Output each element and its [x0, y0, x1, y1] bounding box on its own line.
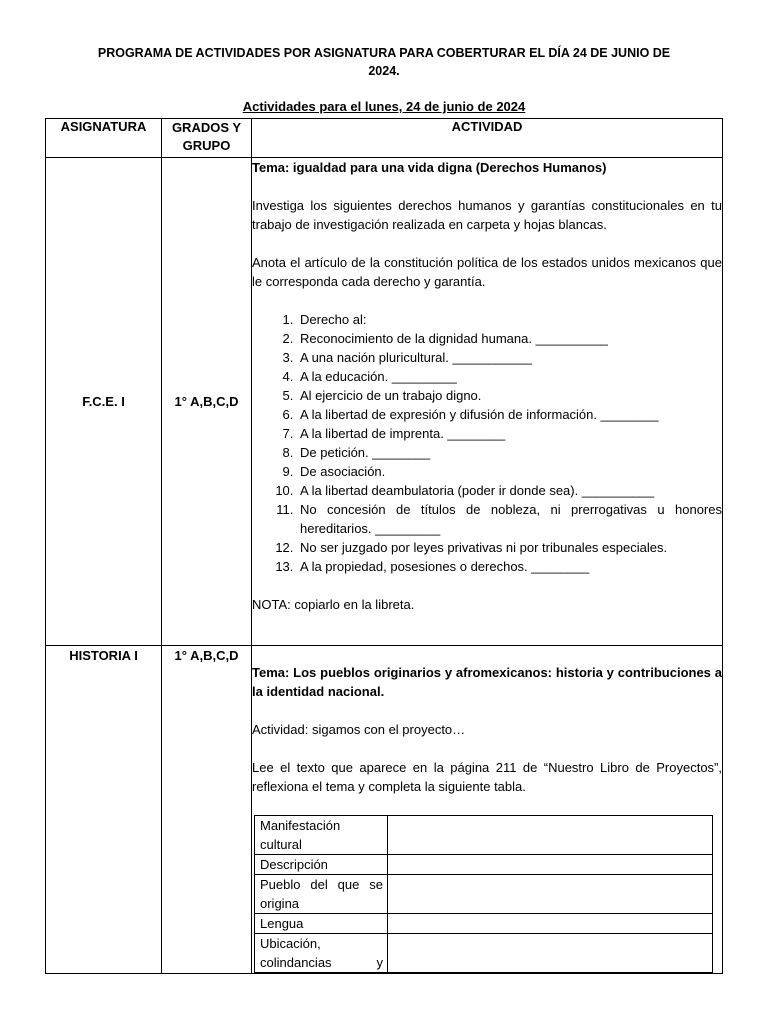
table-header-row: [46, 119, 723, 158]
activity-fce: [252, 158, 723, 646]
subject-historia: HISTORIA I: [46, 646, 162, 974]
subject-fce: F.C.E. I: [46, 158, 162, 646]
header-asignatura: ASIGNATURA: [46, 119, 162, 158]
tema-fce: Tema: igualdad para una vida digna (Derechos Humanos): [252, 160, 607, 175]
culture-table: [254, 815, 713, 973]
grade-historia: 1° A,B,C,D: [162, 646, 252, 974]
activities-table: [45, 118, 723, 974]
list-item: 1. Derecho al:: [297, 310, 722, 329]
table-row: [255, 934, 713, 973]
row-label: Descripción: [255, 855, 388, 875]
list-item: 12. No ser juzgado por leyes privativas ni por tribunales especiales.: [297, 538, 722, 557]
note-fce: NOTA: copiarlo en la libreta.: [252, 597, 415, 612]
list-item: 3. A una nación pluricultural. ___________: [297, 348, 722, 367]
header-grados-line2: GRUPO: [182, 138, 231, 153]
activity-historia: [252, 646, 723, 974]
paragraph-anota: Anota el artículo de la constitución política de los estados unidos mexicanos que le corresponda cada derecho y garantía.: [252, 255, 722, 289]
row-label: Manifestación cultural: [255, 816, 388, 855]
list-item: 2. Reconocimiento de la dignidad humana. __________: [297, 329, 722, 348]
grade-fce: 1° A,B,C,D: [162, 158, 252, 646]
answer-cell: [388, 914, 713, 934]
table-row: [255, 816, 713, 855]
answer-cell: [388, 875, 713, 914]
paragraph-lee: Lee el texto que aparece en la página 211 de “Nuestro Libro de Proyectos”, reflexiona el tema y completa la siguiente tabla.: [252, 760, 722, 794]
list-item: 7. A la libertad de imprenta. ________: [297, 424, 722, 443]
list-item: 13. A la propiedad, posesiones o derechos. ________: [297, 557, 722, 576]
document-title: PROGRAMA DE ACTIVIDADES POR ASIGNATURA PARA COBERTURAR EL DÍA 24 DE JUNIO DE 2024.: [97, 46, 671, 78]
row-label: Lengua: [255, 914, 388, 934]
table-row: [255, 875, 713, 914]
table-row-historia: [46, 646, 723, 974]
list-item: 5. Al ejercicio de un trabajo digno.: [297, 386, 722, 405]
table-row: [255, 855, 713, 875]
paragraph-investiga: Investiga los siguientes derechos humanos y garantías constitucionales en tu trabajo de investigación realizada en carpeta y hojas blancas.: [252, 198, 722, 232]
answer-cell: [388, 816, 713, 855]
list-item: 6. A la libertad de expresión y difusión de información. ________: [297, 405, 722, 424]
header-grados-line1: GRADOS Y: [171, 120, 242, 135]
list-item: 11. No concesión de títulos de nobleza, ni prerrogativas u honores hereditarios. _________: [297, 500, 722, 538]
list-item: 9. De asociación.: [297, 462, 722, 481]
rights-list: [252, 310, 722, 576]
row-label: Pueblo del que se origina: [255, 875, 388, 914]
list-item: 4. A la educación. _________: [297, 367, 722, 386]
document-subtitle: Actividades para el lunes, 24 de junio de 2024: [242, 99, 526, 114]
answer-cell: [388, 934, 713, 973]
header-grados: [162, 119, 252, 158]
list-item: 10. A la libertad deambulatoria (poder ir donde sea). __________: [297, 481, 722, 500]
list-item: 8. De petición. ________: [297, 443, 722, 462]
row-label: Ubicación, colindancias y: [255, 934, 388, 973]
paragraph-actividad: Actividad: sigamos con el proyecto…: [252, 722, 466, 737]
answer-cell: [388, 855, 713, 875]
table-row-fce: [46, 158, 723, 646]
table-row: [255, 914, 713, 934]
tema-historia: Tema: Los pueblos originarios y afromexicanos: historia y contribuciones a la identidad nacional.: [252, 665, 722, 699]
header-actividad: ACTIVIDAD: [252, 119, 723, 158]
